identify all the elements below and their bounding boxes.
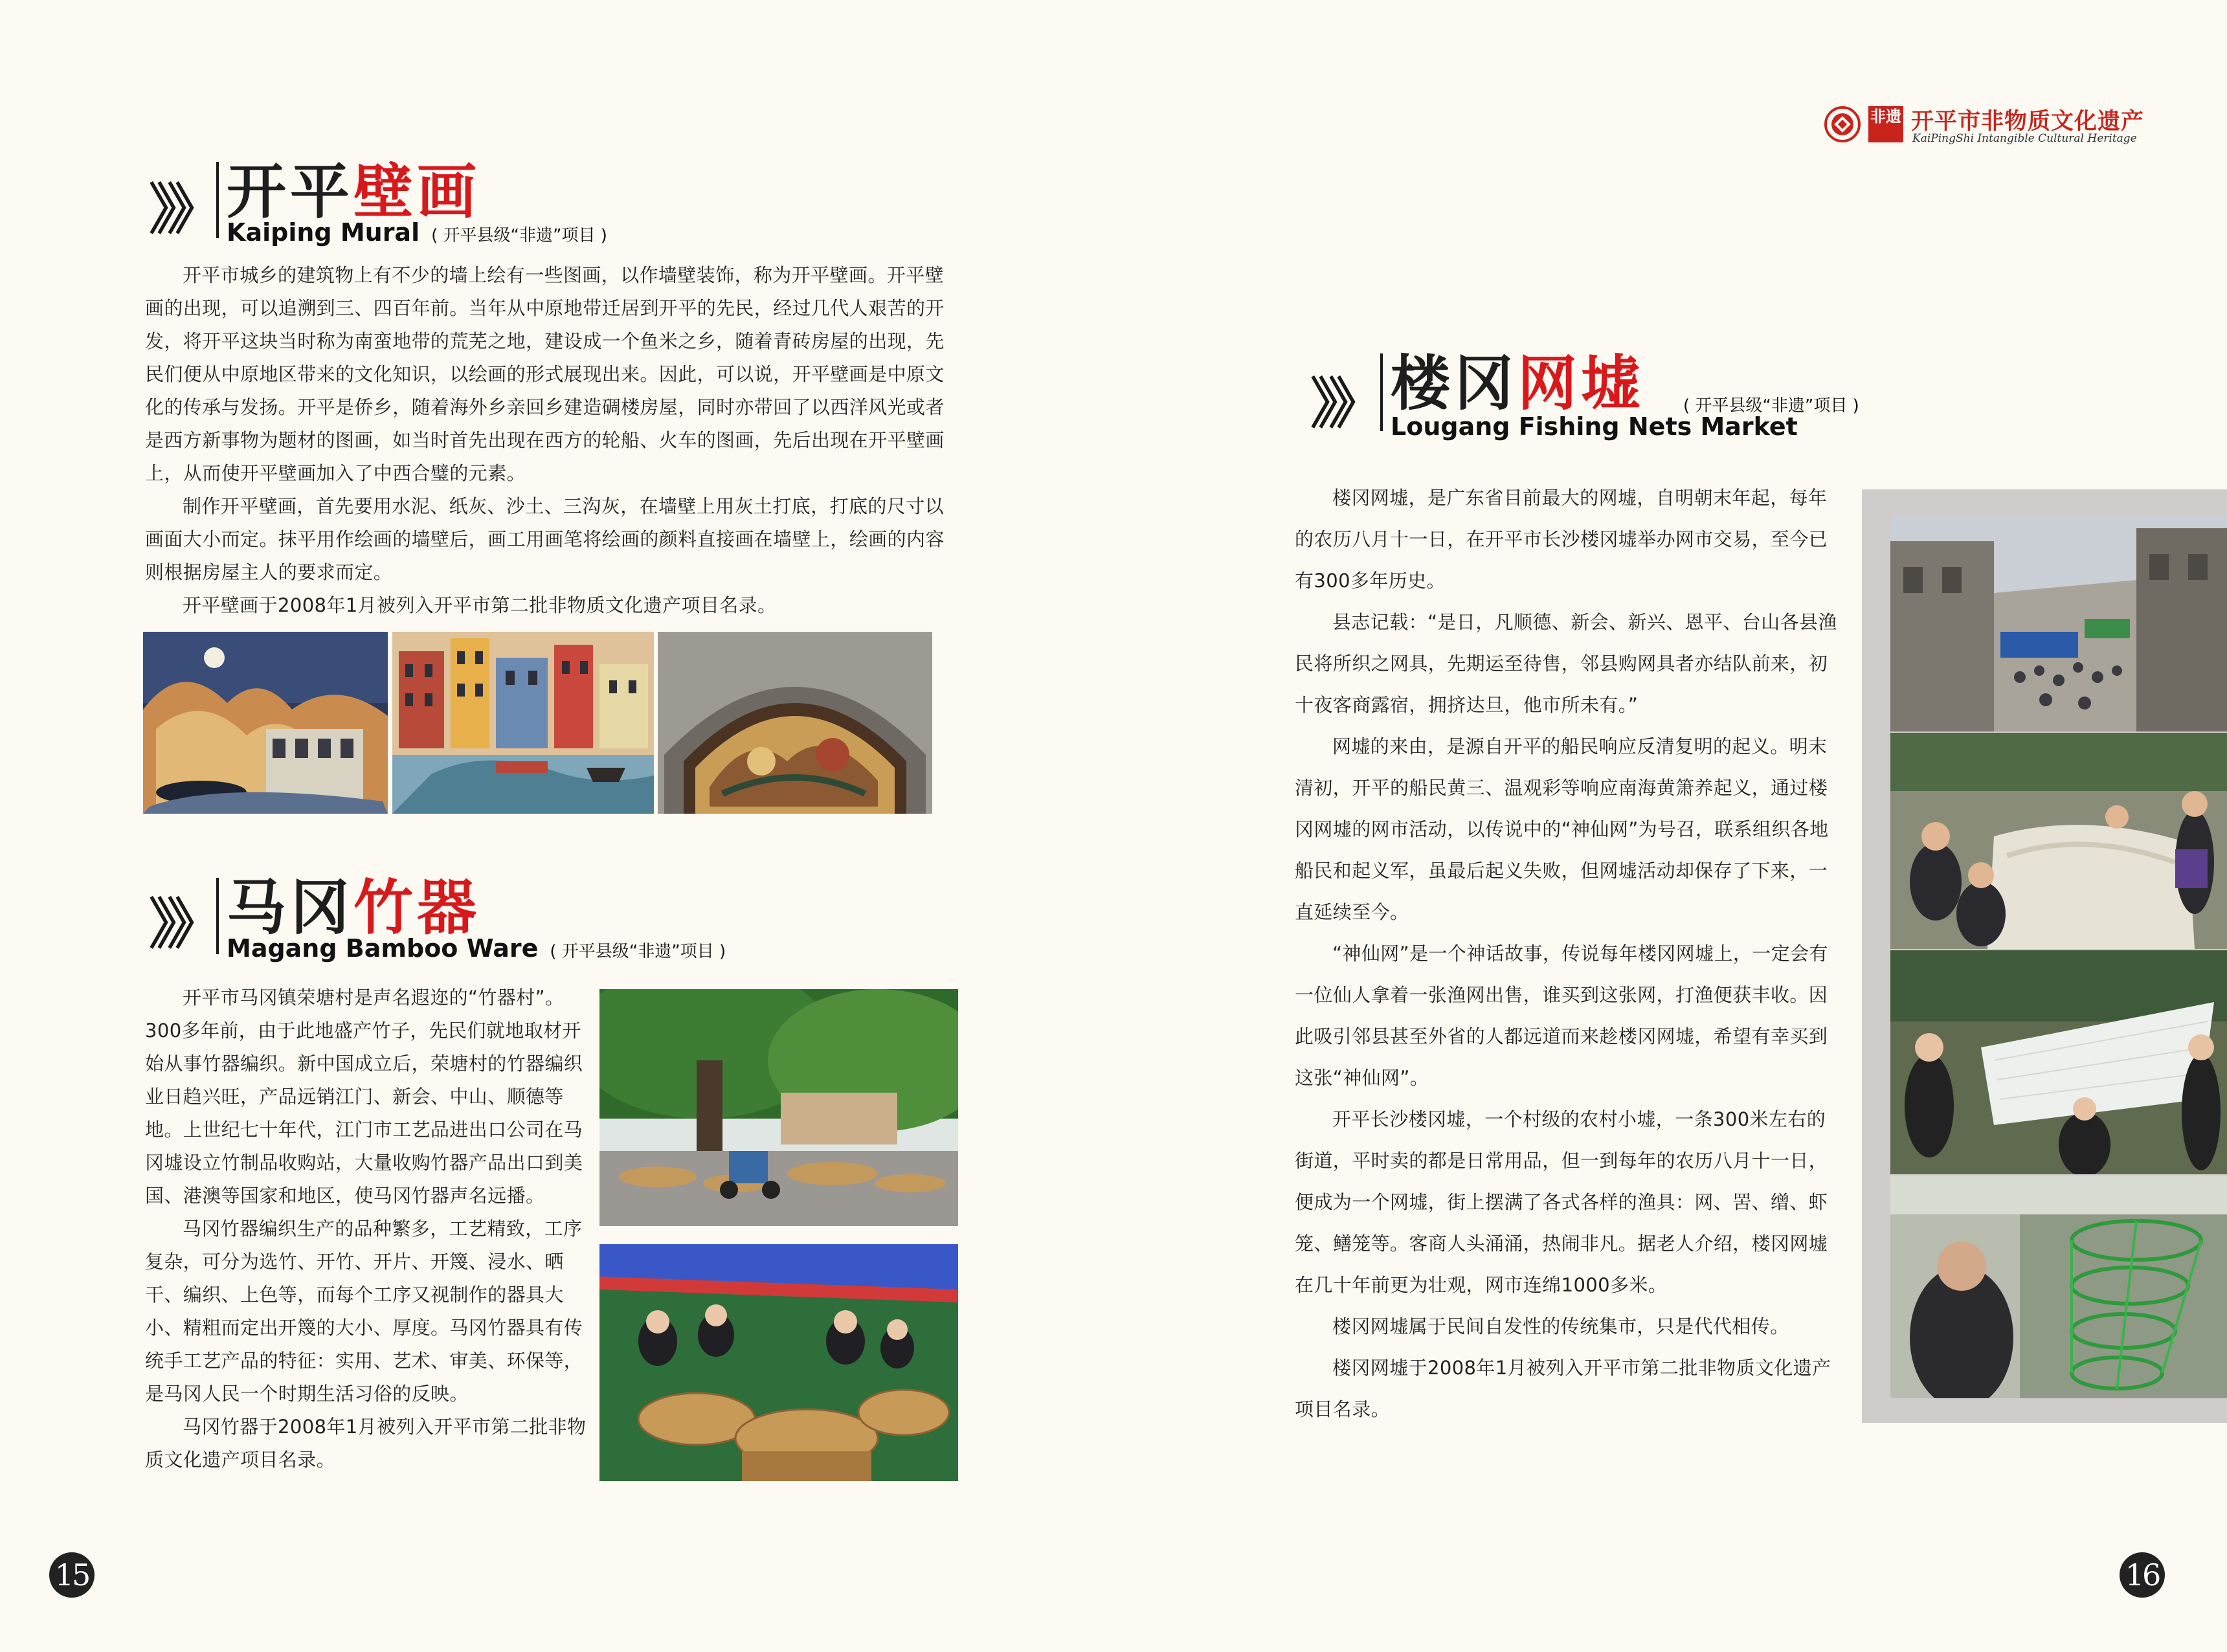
mural-note: ( 开平县级“非遗”项目 )	[431, 226, 607, 245]
nets-photo-street	[1890, 515, 2227, 731]
nets-paragraph: 楼冈网墟属于民间自发性的传统集市，只是代代相传。	[1332, 1315, 1789, 1337]
heading-divider	[216, 878, 219, 954]
mural-paragraph: 开平市城乡的建筑物上有不少的墙上绘有一些图画，以作墙壁装饰，称为开平壁画。开平壁画的出现，可以追溯到三、四百年前。当年从中原地带迁居到开平的先民，经过几代人艰苦的开发，将开平这块当时称为南蛮地带的荒芜之地，建设成一个鱼米之乡，随着青砖房屋的出现，先民们便从中原地区带来的文化知识，以绘画的形式展现出来。因此，可以说，开平壁画是中原文化的传承与发扬。开平是侨乡，随着海外乡亲回乡建造碉楼房屋，同时亦带回了以西洋风光或者是西方新事物为题材的图画，如当时首先出现在西方的轮船、火车的图画，先后出现在开平壁画上，从而使开平壁画加入了中西合璧的元素。	[145, 264, 945, 484]
nets-title	[1391, 348, 1645, 418]
page-number-left: 15	[49, 1552, 95, 1598]
chevron-right-icon: 》》	[1310, 372, 1374, 436]
mural-paragraph: 制作开平壁画，首先要用水泥、纸灰、沙土、三沟灰，在墙壁上用灰土打底，打底的尺寸以画面大小而定。抹平用作绘画的墙壁后，画工用画笔将绘画的颜料直接画在墙壁上，绘画的内容则根据房屋主人的要求而定。	[145, 495, 945, 583]
bamboo-title-en	[227, 936, 726, 961]
heading-divider	[1380, 353, 1383, 431]
logo-title: 开平市非物质文化遗产	[1911, 109, 2145, 135]
nets-paragraph: 楼冈网墟，是广东省目前最大的网墟，自明朝末年起，每年的农历八月十一日，在开平市长沙楼冈墟举办网市交易，至今已有300多年历史。	[1295, 487, 1828, 592]
mural-title-en	[227, 220, 607, 245]
nets-photo-display	[1890, 950, 2227, 1174]
nets-paragraph: 楼冈网墟于2008年1月被列入开平市第二批非物质文化遗产项目名录。	[1295, 1357, 1831, 1420]
mural-title-red: 壁画	[353, 157, 481, 227]
heading-divider	[216, 162, 219, 238]
bamboo-body	[145, 981, 592, 1477]
bamboo-title	[227, 873, 481, 943]
mural-heading	[144, 157, 921, 247]
mural-title	[227, 157, 481, 227]
nets-paragraph: 开平长沙楼冈墟，一个村级的农村小墟，一条300米左右的街道，平时卖的都是日常用品，但一到每年的农历八月十一日，便成为一个网墟，街上摆满了各式各样的渔具：网、罟、缯、虾笼、鳝笼等。客商人头涌涌，热闹非凡。据老人介绍，楼冈网墟在几十年前更为壮观，网市连绵1000多米。	[1295, 1108, 1828, 1296]
bamboo-photo-plaza	[599, 989, 958, 1226]
nets-title-red: 网墟	[1517, 348, 1645, 418]
heritage-logo	[1824, 104, 2148, 148]
nets-title-en: Lougang Fishing Nets Market	[1391, 412, 1798, 441]
mural-photo-harbor-city	[392, 632, 654, 814]
bamboo-paragraph: 开平市马冈镇荣塘村是声名遐迩的“竹器村”。300多年前，由于此地盛产竹子，先民们就地取材开始从事竹器编织。新中国成立后，荣塘村的竹器编织业日趋兴旺，产品远销江门、新会、中山、顺德等地。上世纪七十年代，江门市工艺品进出口公司在马冈墟设立竹制品收购站，大量收购竹器产品出口到美国、港澳等国家和地区，使马冈竹器声名远播。	[145, 987, 583, 1207]
mural-body	[145, 259, 948, 622]
nets-note: ( 开平县级“非遗”项目 )	[1683, 396, 1859, 416]
bamboo-title-en-text: Magang Bamboo Ware	[227, 934, 539, 963]
nets-paragraph: 县志记载：“是日，凡顺德、新会、新兴、恩平、台山各县渔民将所织之网具，先期运至待售，邻县购网具者亦结队前来，初十夜客商露宿，拥挤达旦，他市所未有。”	[1295, 611, 1837, 716]
nets-paragraph: “神仙网”是一个神话故事，传说每年楼冈网墟上，一定会有一位仙人拿着一张渔网出售，谁买到这张网，打渔便获丰收。因此吸引邻县甚至外省的人都远道而来趁楼冈网墟，希望有幸买到这张“神仙网”。	[1295, 943, 1828, 1089]
mural-title-en-text: Kaiping Mural	[227, 218, 420, 247]
mural-photo-arch-panel	[658, 632, 932, 814]
bamboo-note: ( 开平县级“非遗”项目 )	[550, 942, 726, 961]
nets-body	[1295, 477, 1839, 1430]
mural-title-black: 开平	[227, 157, 354, 227]
nets-heading	[1305, 348, 2147, 441]
nets-photo-green-trap	[1890, 1176, 2227, 1398]
mural-paragraph: 开平壁画于2008年1月被列入开平市第二批非物质文化遗产项目名录。	[183, 594, 777, 616]
mural-photo-night-scene	[143, 632, 388, 814]
bamboo-photo-market	[599, 1244, 958, 1481]
bamboo-title-black: 马冈	[227, 873, 354, 943]
logo-subtitle: KaiPingShi Intangible Cultural Heritage	[1912, 132, 2137, 145]
bamboo-paragraph: 马冈竹器编织生产的品种繁多，工艺精致，工序复杂，可分为选竹、开竹、开片、开篾、浸水、晒干、编织、上色等，而每个工序又视制作的器具大小、精粗而定出开篾的大小、厚度。马冈竹器具有传统手工艺产品的特征：实用、艺术、审美、环保等，是马冈人民一个时期生活习俗的反映。	[145, 1218, 583, 1405]
seal-text: 非遗	[1870, 107, 1901, 126]
bamboo-paragraph: 马冈竹器于2008年1月被列入开平市第二批非物质文化遗产项目名录。	[145, 1416, 587, 1471]
chevron-right-icon: 》》	[149, 893, 213, 956]
chevron-right-icon: 》》	[149, 178, 213, 241]
nets-photo-vendors	[1890, 733, 2227, 949]
nets-title-black: 楼冈	[1391, 348, 1518, 418]
bamboo-title-red: 竹器	[353, 873, 481, 943]
bamboo-heading	[144, 873, 985, 963]
nets-paragraph: 网墟的来由，是源自开平的船民响应反清复明的起义。明末清初，开平的船民黄三、温观彩等响应南海黄箫养起义，通过楼冈网墟的网市活动，以传说中的“神仙网”为号召，联系组织各地船民和起义军，虽最后起义失败，但网墟活动却保存了下来，一直延续至今。	[1295, 735, 1829, 923]
seal-icon	[1868, 106, 1903, 142]
emblem-icon	[1824, 106, 1861, 142]
page-number-right: 16	[2120, 1552, 2165, 1598]
